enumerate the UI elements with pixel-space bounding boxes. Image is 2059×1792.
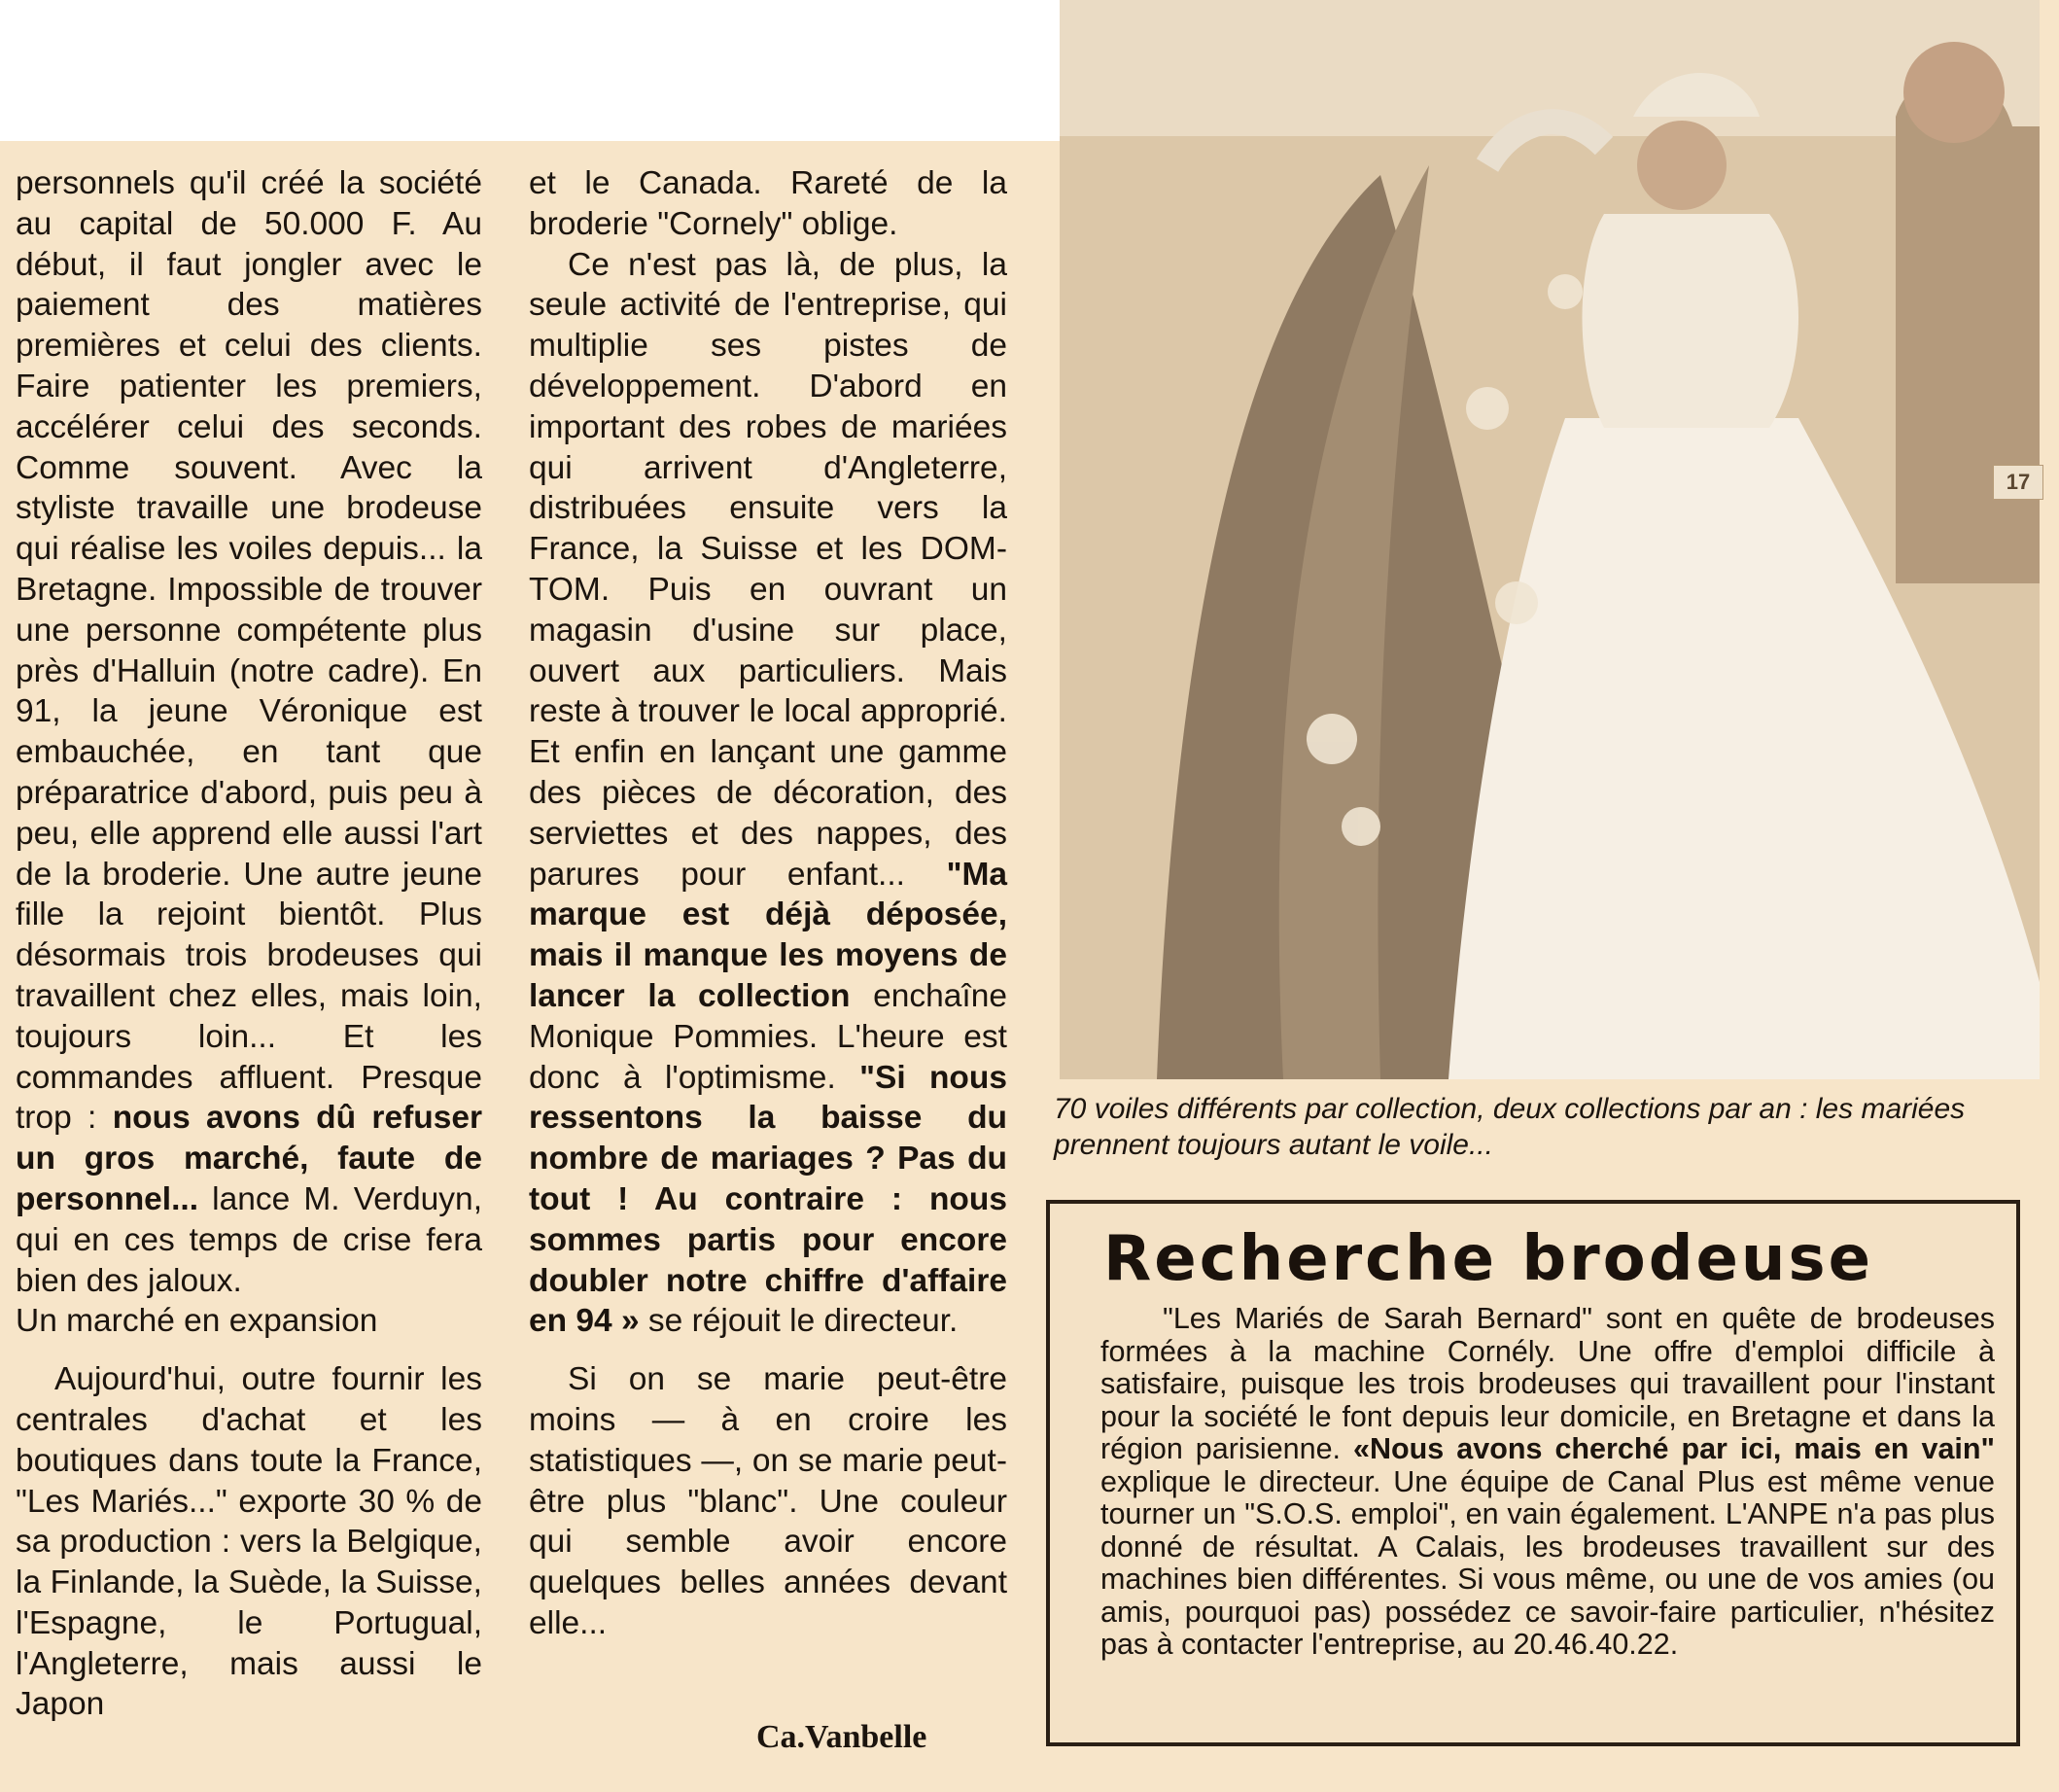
article-paragraph: Aujourd'hui, outre fournir les centrales d'achat et les boutiques dans toute la France, "Les Mariés..." exporte 30 % de sa production : vers la Belgique, la Finlande, la Suède, la Suisse, l'Espagne, le Portugual, l'Angleterre, mais aussi le Japon (16, 1361, 482, 1723)
article-paragraph: Si on se marie peut-être moins — à en croire les statistiques —, on se marie peut-être plus "blanc". Une couleur qui semble avoir encore quelques belles années devant elle... (529, 1361, 1007, 1641)
box-paragraph: "Les Mariés de Sarah Bernard" sont en quête de brodeuses formées à la machine Cornély. Une offre d'emploi difficile à satisfaire, puisque les trois brodeuses qui travaillent pour l'instant pour la société le font depuis leur domicile, en Bretagne et dans la région parisienne. «Nous avons cherché par ici, mais en vain" explique le directeur. Une équipe de Canal Plus est même venue tourner un "S.O.S. emploi", en vain également. L'ANPE n'a pas plus donné de résultat. A Calais, les brodeuses travaillent sur des machines bien différentes. Si vous même, ou une de vos amies (ou amis, pourquoi pas) possédez ce savoir-faire particulier, n'hésitez pas à contacter l'entreprise, au 20.46.40.22. (1100, 1302, 1995, 1661)
bold-quote: "Ma marque est déjà déposée, mais il manque les moyens de lancer la collection (529, 856, 1008, 1014)
box-title: Recherche brodeuse (1103, 1223, 1873, 1295)
bride-illustration (1060, 0, 2040, 1079)
box-body (1100, 1303, 1995, 1662)
article-column-2 (529, 163, 1007, 1644)
sidebar-box (1046, 1200, 2020, 1746)
photo-caption: 70 voiles différents par collection, deux collections par an : les mariées prennent toujours autant le voile... (1054, 1093, 1966, 1161)
article-paragraph: personnels qu'il créé la société au capital de 50.000 F. Au début, il faut jongler avec le paiement des matières premières et celui des clients. Faire patienter les premiers, accélérer celui des seconds. Comme souvent. Avec la styliste travaille une brodeuse qui réalise les voiles depuis... la Bretagne. Impossible de trouver une personne compétente plus près d'Halluin (notre cadre). En 91, la jeune Véronique est embauchée, en tant que préparatrice d'abord, puis peu à peu, elle apprend elle aussi l'art de la broderie. Une autre jeune fille la rejoint bientôt. Plus désormais trois brodeuses qui travaillent chez elles, mais loin, toujours loin... Et les commandes affluent. Presque trop : nous avons dû refuser un gros marché, faute de personnel... lance M. Verduyn, qui en ces temps de crise fera bien des jaloux. (16, 165, 482, 1299)
subheading: Un marché en expansion (16, 1303, 378, 1340)
article-paragraph: et le Canada. Rareté de la broderie "Cornely" oblige. (529, 165, 1007, 242)
bold-quote: «Nous avons cherché par ici, mais en vain" (1353, 1432, 1995, 1465)
bold-quote: nous avons dû refuser un gros marché, faute de personnel... (16, 1100, 482, 1217)
article-paragraph: Ce n'est pas là, de plus, la seule activité de l'entreprise, qui multiplie ses pistes de développement. D'abord en important des robes de mariées qui arrivent d'Angleterre, distribuées ensuite vers la France, la Suisse et les DOM-TOM. Puis en ouvrant un magasin d'usine sur place, ouvert aux particuliers. Mais reste à trouver le local approprié. Et enfin en lançant une gamme des pièces de décoration, des serviettes et des nappes, des parures pour enfant... "Ma marque est déjà déposée, mais il manque les moyens de lancer la collection enchaîne Monique Pommies. L'heure est donc à l'optimisme. "Si nous ressentons la baisse du nombre de mariages ? Pas du tout ! Au contraire : nous sommes partis pour encore doubler notre chiffre d'affaire en 94 » se réjouit le directeur. (529, 246, 1008, 1340)
bride-photo (1060, 0, 2040, 1079)
bold-quote: "Si nous ressentons la baisse du nombre de mariages ? Pas du tout ! Au contraire : nous sommes partis pour encore doubler notre chiffre d'affaire en 94 » (529, 1059, 1007, 1340)
article-column-1 (16, 163, 482, 1725)
photo-page-tag: 17 (1993, 465, 2043, 500)
byline: Ca.Vanbelle (756, 1719, 927, 1755)
